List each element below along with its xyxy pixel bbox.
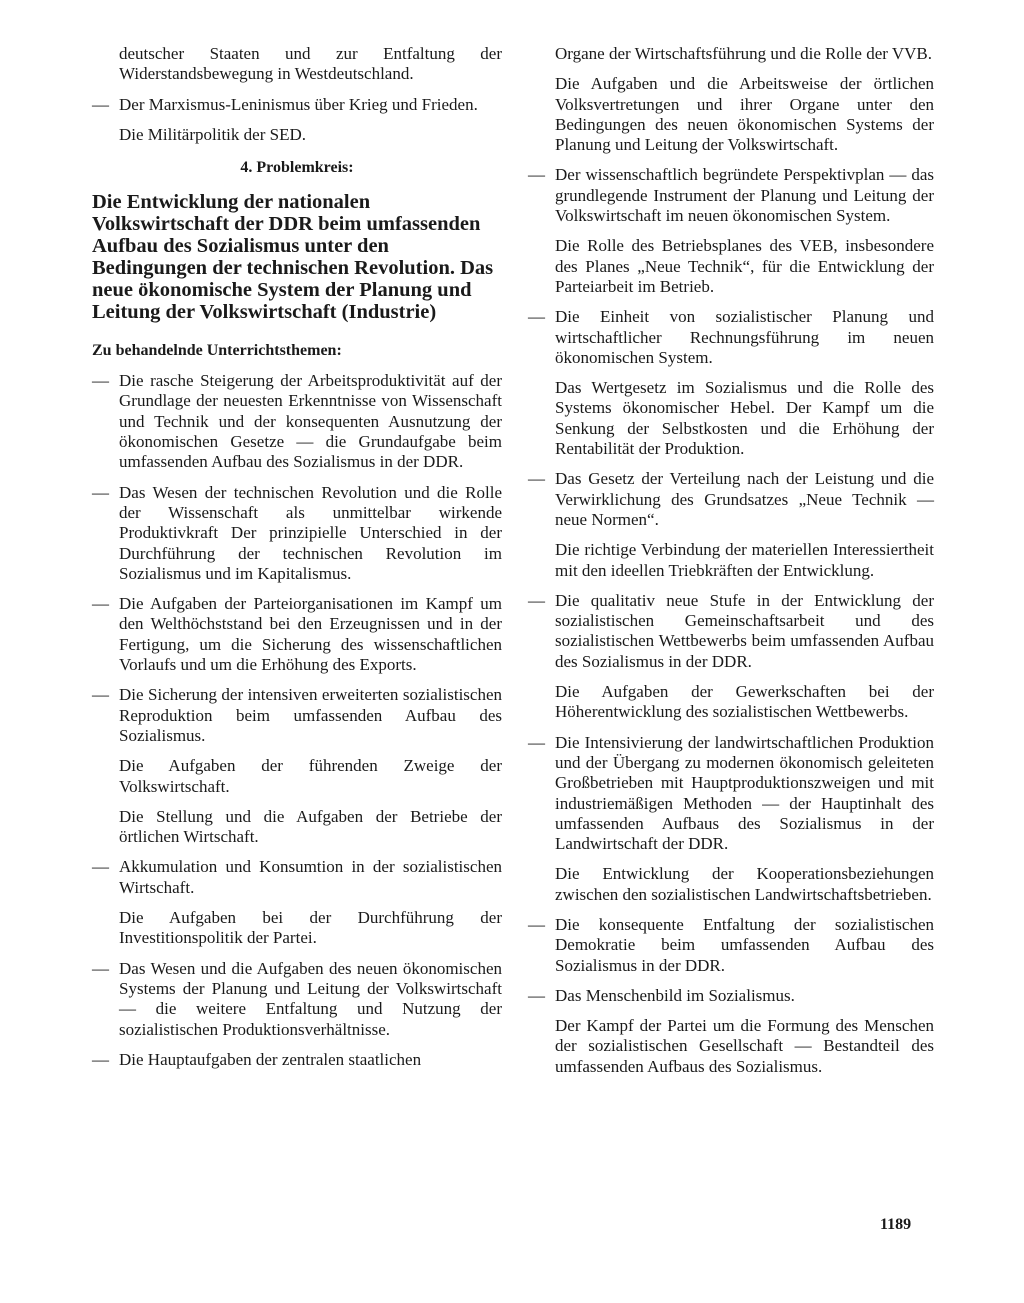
list-item bbox=[92, 1050, 502, 1070]
dash-marker: — bbox=[92, 482, 109, 502]
paragraph-text: Der Kampf der Partei um die Formung des Menschen der sozialistischen Gesellschaft — Bestandteil des umfassenden Aufbaus des Sozialismus. bbox=[555, 1016, 934, 1076]
list-item-text: Die rasche Steigerung der Arbeitsproduktivität auf der Grundlage der neuesten Erkenntnisse von Wissenschaft und Technik und der konsequenten Ausnutzung der ökonomischen Gesetze — die Grundaufgabe beim umfassenden Aufbau des Sozialismus in der DDR. bbox=[119, 371, 502, 472]
list-item bbox=[92, 959, 502, 1040]
dash-marker: — bbox=[528, 590, 545, 610]
dash-marker: — bbox=[92, 371, 109, 391]
paragraph-text: Die Entwicklung der Kooperationsbeziehungen zwischen den sozialistischen Landwirtschaftsbetrieben. bbox=[555, 864, 934, 904]
list-item bbox=[528, 469, 934, 530]
section-heading: Die Entwicklung der nationalen Volkswirtschaft der DDR beim umfassenden Aufbau des Sozialismus unter den Bedingungen der technischen Revolution. Das neue ökonomische System der Planung und Leitung der Volkswirtschaft (Industrie) bbox=[92, 191, 494, 324]
list-item-text: Das Menschenbild im Sozialismus. bbox=[555, 985, 795, 1005]
dash-marker: — bbox=[92, 958, 109, 978]
problemkreis-label: 4. Problemkreis: bbox=[240, 159, 354, 177]
list-item bbox=[92, 594, 502, 675]
paragraph bbox=[528, 864, 934, 905]
list-item-text: Akkumulation und Konsumtion in der sozialistischen Wirtschaft. bbox=[119, 857, 502, 897]
dash-marker: — bbox=[528, 914, 545, 934]
paragraph bbox=[528, 1016, 934, 1077]
list-item bbox=[92, 857, 502, 898]
list-item-text: Der wissenschaftlich begründete Perspektivplan — das grundlegende Instrument der Planung und Leitung der Volkswirtschaft im neuen ökonomischen System. bbox=[555, 165, 934, 226]
paragraph bbox=[92, 44, 502, 85]
dash-marker: — bbox=[92, 685, 109, 705]
list-item bbox=[92, 685, 502, 746]
list-item-text: Die Hauptaufgaben der zentralen staatlichen bbox=[119, 1049, 422, 1069]
paragraph bbox=[528, 74, 934, 155]
paragraph-text: Die richtige Verbindung der materiellen Interessiertheit mit den ideellen Triebkräften der Entwicklung. bbox=[555, 540, 934, 580]
dash-marker: — bbox=[528, 469, 545, 489]
paragraph bbox=[92, 908, 502, 949]
dash-marker: — bbox=[528, 165, 545, 185]
list-item bbox=[528, 915, 934, 976]
list-item-text: Die Aufgaben der Parteiorganisationen im Kampf um den Welthöchststand bei den Erzeugnissen und in der Fertigung, um die Sicherung des wissenschaftlichen Vorlaufs und um die Erhöhung des Exports. bbox=[119, 594, 502, 675]
list-item bbox=[92, 483, 502, 584]
list-item bbox=[528, 591, 934, 672]
paragraph-text: Die Aufgaben und die Arbeitsweise der örtlichen Volksvertretungen und ihrer Organe unter den Bedingungen des neuen ökonomischen Systems der Planung und Leitung der Volkswirtschaft. bbox=[555, 74, 934, 155]
dash-marker: — bbox=[92, 94, 109, 114]
page-number: 1189 bbox=[880, 1216, 912, 1233]
paragraph-text: Organe der Wirtschaftsführung und die Rolle der VVB. bbox=[555, 44, 933, 63]
list-item bbox=[528, 986, 934, 1006]
right-column bbox=[528, 44, 934, 1087]
list-item-text: Das Wesen der technischen Revolution und die Rolle der Wissenschaft als unmittelbar wirkende Produktivkraft Der prinzipielle Unterschied in der Durchführung der technischen Revolution im Sozialismus und im Kapitalismus. bbox=[119, 482, 502, 583]
paragraph bbox=[528, 378, 934, 459]
paragraph-text: deutscher Staaten und zur Entfaltung der Widerstandsbewegung in Westdeutschland. bbox=[119, 44, 502, 84]
paragraph-text: Die Aufgaben der Gewerkschaften bei der Höherentwicklung des sozialistischen Wettbewerbs. bbox=[555, 682, 934, 722]
list-item bbox=[528, 165, 934, 226]
list-item-text: Die Sicherung der intensiven erweiterten sozialistischen Reproduktion beim umfassenden Aufbau des Sozialismus. bbox=[119, 685, 502, 745]
paragraph bbox=[92, 756, 502, 797]
list-item-text: Der Marxismus-Leninismus über Krieg und Frieden. bbox=[119, 94, 478, 114]
paragraph bbox=[528, 44, 934, 64]
dash-marker: — bbox=[92, 1049, 109, 1069]
paragraph bbox=[92, 125, 502, 145]
dash-marker: — bbox=[528, 985, 545, 1005]
paragraph-text: Die Aufgaben der führenden Zweige der Volkswirtschaft. bbox=[119, 756, 502, 796]
list-item-text: Das Wesen und die Aufgaben des neuen ökonomischen Systems der Planung und Leitung der Volkswirtschaft — die weitere Entfaltung und Nutzung der sozialistischen Produktionsverhältnisse. bbox=[119, 958, 502, 1039]
dash-marker: — bbox=[528, 732, 545, 752]
paragraph-text: Die Rolle des Betriebsplanes des VEB, insbesondere des Planes „Neue Technik“, für die Entwicklung der Parteiarbeit im Betrieb. bbox=[555, 236, 934, 296]
paragraph bbox=[528, 236, 934, 297]
list-item bbox=[92, 371, 502, 472]
paragraph bbox=[92, 807, 502, 848]
subheading: Zu behandelnde Unterrichtsthemen: bbox=[92, 342, 342, 360]
list-item bbox=[92, 95, 502, 115]
list-item-text: Die Einheit von sozialistischer Planung und wirtschaftlicher Rechnungsführung im neuen ökonomischen System. bbox=[555, 307, 934, 367]
paragraph-text: Die Aufgaben bei der Durchführung der Investitionspolitik der Partei. bbox=[119, 908, 502, 948]
list-item-text: Die qualitativ neue Stufe in der Entwicklung der sozialistischen Gemeinschaftsarbeit und des sozialistischen Wettbewerbs beim umfassenden Aufbau des Sozialismus in der DDR. bbox=[555, 590, 934, 671]
list-item-text: Die Intensivierung der landwirtschaftlichen Produktion und der Übergang zu modernen ökonomisch geleiteten Großbetrieben mit Hauptproduktionszweigen und mit industriemäßigen Methoden — der Hauptinhalt des umfassenden Aufbaus des Sozialismus in der Landwirtschaft der DDR. bbox=[555, 732, 934, 854]
paragraph bbox=[528, 540, 934, 581]
dash-marker: — bbox=[528, 307, 545, 327]
paragraph-text: Die Militärpolitik der SED. bbox=[119, 124, 306, 144]
list-item-text: Das Gesetz der Verteilung nach der Leistung und die Verwirklichung des Grundsatzes „Neue Technik — neue Normen“. bbox=[555, 469, 934, 529]
list-item bbox=[528, 307, 934, 368]
paragraph bbox=[528, 682, 934, 723]
dash-marker: — bbox=[92, 857, 109, 877]
left-column bbox=[92, 44, 502, 1080]
list-item bbox=[528, 733, 934, 855]
paragraph-text: Das Wertgesetz im Sozialismus und die Rolle des Systems ökonomischer Hebel. Der Kampf um die Senkung der Selbstkosten und die Erhöhung der Rentabilität der Produktion. bbox=[555, 378, 934, 459]
paragraph-text: Die Stellung und die Aufgaben der Betriebe der örtlichen Wirtschaft. bbox=[119, 806, 502, 847]
dash-marker: — bbox=[92, 594, 109, 614]
list-item-text: Die konsequente Entfaltung der sozialistischen Demokratie beim umfassenden Aufbau des Sozialismus in der DDR. bbox=[555, 914, 934, 975]
